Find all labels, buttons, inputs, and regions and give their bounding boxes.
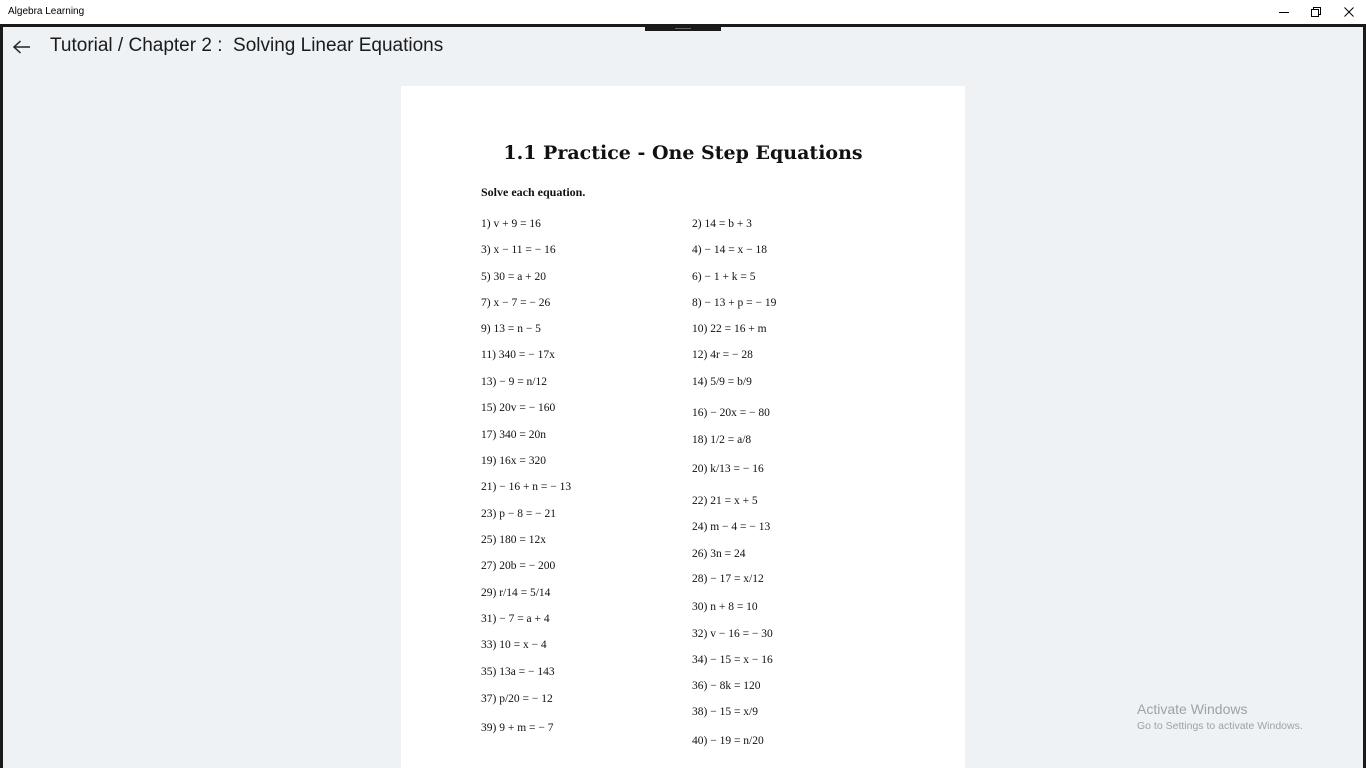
app-content [3,27,1363,768]
problem-item: 9) 13 = n − 5 [481,323,541,335]
window-grip[interactable] [645,27,721,31]
problem-item: 38) − 15 = x/9 [692,706,758,718]
problem-item: 26) 3n = 24 [692,548,746,560]
problem-item: 34) − 15 = x − 16 [692,654,773,666]
problem-item: 36) − 8k = 120 [692,680,761,692]
problem-item: 27) 20b = − 200 [481,560,556,572]
problem-item: 15) 20v = − 160 [481,402,556,414]
problem-item: 35) 13a = − 143 [481,666,555,678]
document-page [401,86,965,768]
minimize-icon [1279,7,1289,17]
watermark-title: Activate Windows [1137,701,1248,717]
restore-icon [1311,7,1321,17]
activation-watermark [1137,701,1303,732]
problem-item: 32) v − 16 = − 30 [692,628,773,640]
problem-item: 19) 16x = 320 [481,455,546,467]
problem-item: 16) − 20x = − 80 [692,407,770,419]
restore-button[interactable] [1300,0,1332,24]
back-button[interactable] [7,35,37,59]
problem-item: 23) p − 8 = − 21 [481,508,557,520]
problem-item: 29) r/14 = 5/14 [481,587,551,599]
problem-item: 33) 10 = x − 4 [481,639,547,651]
app-title: Algebra Learning [8,6,85,17]
close-icon [1344,7,1354,17]
close-button[interactable] [1333,0,1365,24]
problem-item: 4) − 14 = x − 18 [692,244,768,256]
problem-item: 31) − 7 = a + 4 [481,613,550,625]
problem-item: 30) n + 8 = 10 [692,601,758,613]
document-title: 1.1 Practice - One Step Equations [503,142,863,164]
problem-item: 25) 180 = 12x [481,534,546,546]
back-arrow-icon [13,40,31,54]
problem-item: 8) − 13 + p = − 19 [692,297,777,309]
problem-item: 1) v + 9 = 16 [481,218,541,230]
instruction-text: Solve each equation. [481,185,586,199]
problem-item: 39) 9 + m = − 7 [481,722,554,734]
problem-item: 17) 340 = 20n [481,429,546,441]
problem-item: 2) 14 = b + 3 [692,218,752,230]
problem-item: 21) − 16 + n = − 13 [481,481,572,493]
problem-item: 11) 340 = − 17x [481,349,555,361]
problem-item: 5) 30 = a + 20 [481,271,547,283]
problem-item: 18) 1/2 = a/8 [692,434,752,446]
watermark-subtitle: Go to Settings to activate Windows. [1137,720,1303,732]
problem-item: 24) m − 4 = − 13 [692,521,771,533]
problem-item: 13) − 9 = n/12 [481,376,547,388]
problem-item: 3) x − 11 = − 16 [481,244,556,256]
problem-item: 28) − 17 = x/12 [692,573,764,585]
title-bar [0,0,1366,24]
page-title: Tutorial / Chapter 2 : Solving Linear Equations [50,35,444,56]
problem-item: 37) p/20 = − 12 [481,693,553,705]
problem-item: 22) 21 = x + 5 [692,495,758,507]
problem-item: 14) 5/9 = b/9 [692,376,752,388]
problem-item: 20) k/13 = − 16 [692,463,764,475]
problem-item: 6) − 1 + k = 5 [692,271,756,283]
problem-item: 12) 4r = − 28 [692,349,753,361]
problem-item: 10) 22 = 16 + m [692,323,767,335]
problem-item: 40) − 19 = n/20 [692,735,764,747]
minimize-button[interactable] [1268,0,1300,24]
problem-item: 7) x − 7 = − 26 [481,297,551,309]
